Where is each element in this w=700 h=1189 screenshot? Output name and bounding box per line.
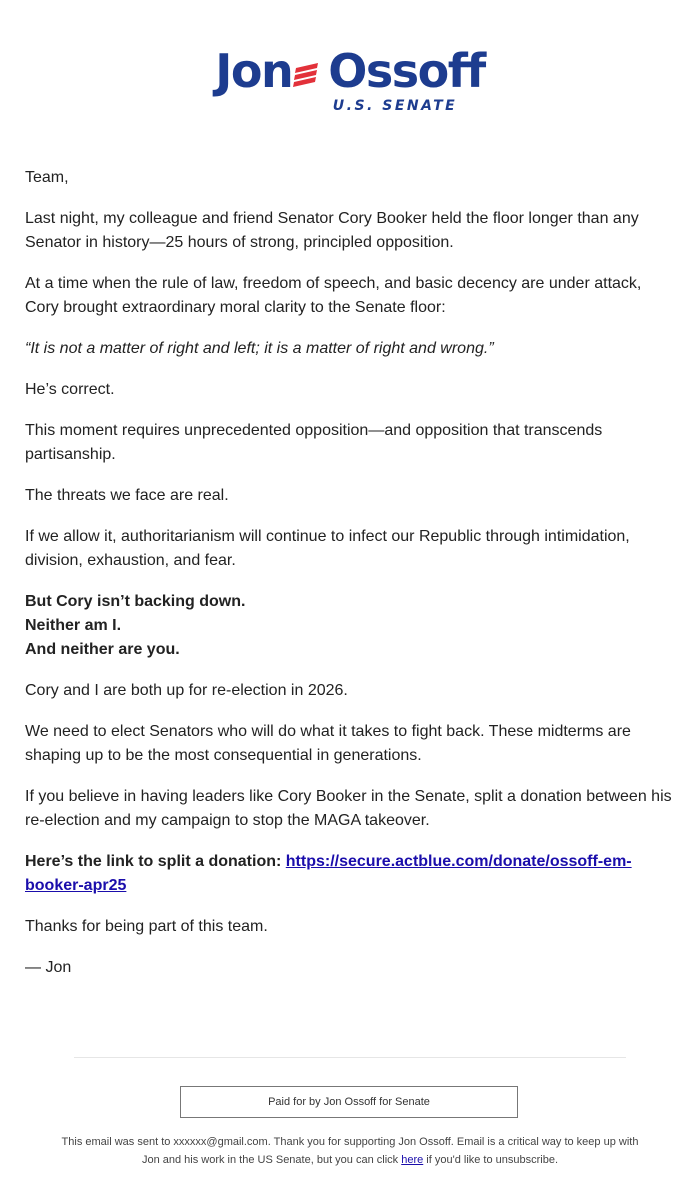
paragraph-correct: He’s correct.: [25, 381, 115, 398]
footer-notice: [60, 1133, 640, 1169]
paragraph-split-donation: If you believe in having leaders like Cory Booker in the Senate, split a donation between his re-election and my campaign to stop the MAGA takeover.: [25, 788, 672, 829]
footer-divider: [74, 1057, 626, 1058]
campaign-logo: [0, 44, 700, 116]
paragraph-midterms: We need to elect Senators who will do what it takes to fight back. These midterms are shaping up to be the most consequential in generations.: [25, 723, 631, 764]
paragraph-reelection: Cory and I are both up for re-election in 2026.: [25, 682, 348, 699]
unsubscribe-link[interactable]: here: [401, 1154, 424, 1166]
paid-for-text: Paid for by Jon Ossoff for Senate: [268, 1096, 430, 1108]
logo-subtitle: U.S. SENATE: [332, 98, 458, 114]
bold-line-3: And neither are you.: [25, 641, 180, 658]
footer-text-end: if you'd like to unsubscribe.: [423, 1154, 559, 1166]
signoff: — Jon: [25, 959, 72, 976]
paragraph-thanks: Thanks for being part of this team.: [25, 918, 268, 935]
donation-link[interactable]: https://secure.actblue.com/donate/ossoff-em-booker-apr25: [25, 853, 632, 894]
donation-link-paragraph: [25, 850, 675, 898]
bold-line-2: Neither am I.: [25, 617, 122, 634]
logo-flag-stripes-icon: [292, 44, 328, 98]
greeting: Team,: [25, 169, 69, 186]
booker-quote: “It is not a matter of right and left; it is a matter of right and wrong.”: [25, 340, 494, 357]
logo-first-name: Jon: [215, 44, 293, 98]
bold-statement: [25, 590, 675, 662]
paragraph-authoritarianism: If we allow it, authoritarianism will continue to infect our Republic through intimidation, division, exhaustion, and fear.: [25, 528, 630, 569]
donation-link-intro: Here’s the link to split a donation:: [25, 853, 282, 870]
paragraph-opposition: This moment requires unprecedented opposition—and opposition that transcends partisanship.: [25, 422, 603, 463]
logo-last-name: Ossoff: [328, 44, 485, 98]
bold-line-1: But Cory isn’t backing down.: [25, 593, 246, 610]
recipient-email: xxxxxx@gmail.com: [173, 1136, 268, 1148]
email-body: [25, 166, 675, 997]
footer-text-start: This email was sent to: [61, 1136, 174, 1148]
paragraph-moral-clarity: At a time when the rule of law, freedom of speech, and basic decency are under attack, Cory brought extraordinary moral clarity to the Senate floor:: [25, 275, 642, 316]
paragraph-threats: The threats we face are real.: [25, 487, 229, 504]
footer-text-middle: . Thank you for supporting Jon Ossoff. Email is a critical way to keep up with Jon and his work in the US Senate, but you can click: [141, 1136, 639, 1166]
paid-for-disclaimer: [180, 1086, 518, 1118]
paragraph-booker-record: Last night, my colleague and friend Senator Cory Booker held the floor longer than any Senator in history—25 hours of strong, principled opposition.: [25, 210, 639, 251]
